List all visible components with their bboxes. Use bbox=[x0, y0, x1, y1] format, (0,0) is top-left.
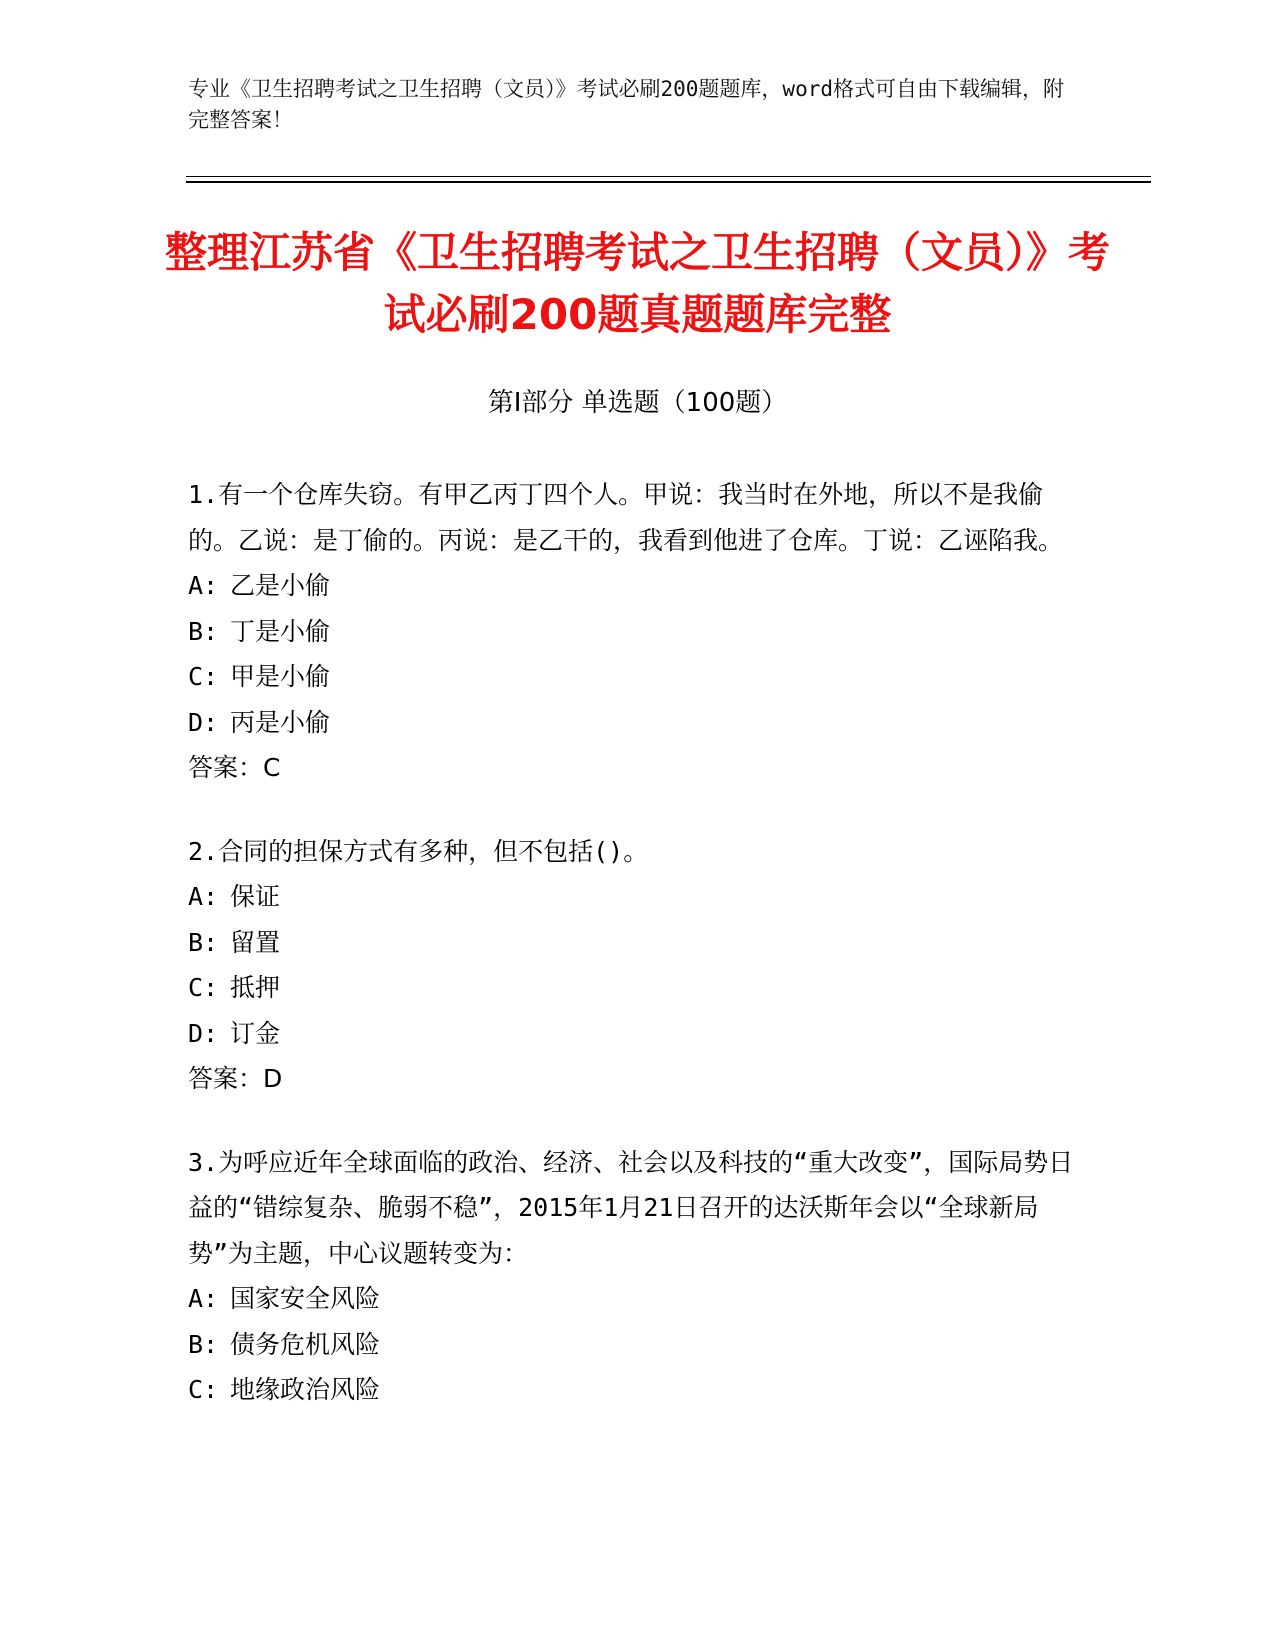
option-letter: D: bbox=[188, 707, 219, 737]
option-text: 地缘政治风险 bbox=[230, 1375, 381, 1404]
option-a bbox=[188, 563, 1088, 609]
option-letter: D: bbox=[188, 1018, 219, 1048]
option-text: 国家安全风险 bbox=[230, 1284, 381, 1313]
option-letter: C: bbox=[188, 973, 219, 1002]
option-b bbox=[188, 609, 1088, 655]
question-3 bbox=[188, 1140, 1088, 1413]
option-text: 抵押 bbox=[230, 973, 281, 1002]
answer-line: 答案：D bbox=[188, 1064, 283, 1093]
option-d bbox=[188, 1011, 1088, 1057]
document-title: 整理江苏省《卫生招聘考试之卫生招聘（文员）》考试必刷200题真题题库完整 bbox=[164, 228, 1110, 339]
option-text: 债务危机风险 bbox=[230, 1329, 381, 1359]
option-letter: B: bbox=[188, 616, 219, 646]
question-1 bbox=[188, 472, 1088, 791]
question-stem: 2.合同的担保方式有多种，但不包括()。 bbox=[188, 836, 649, 866]
option-text: 留置 bbox=[230, 927, 281, 957]
option-text: 甲是小偷 bbox=[230, 662, 331, 691]
answer-line: 答案：C bbox=[188, 753, 281, 782]
option-letter: C: bbox=[188, 662, 219, 691]
option-text: 乙是小偷 bbox=[230, 571, 331, 600]
option-text: 保证 bbox=[230, 882, 281, 911]
header-divider-top bbox=[186, 176, 1151, 177]
option-text: 丙是小偷 bbox=[230, 707, 331, 737]
option-text: 丁是小偷 bbox=[230, 616, 331, 646]
option-c bbox=[188, 965, 1088, 1011]
option-letter: A: bbox=[188, 571, 219, 600]
option-c bbox=[188, 654, 1088, 700]
header-divider-bottom bbox=[186, 181, 1151, 183]
option-a bbox=[188, 874, 1088, 920]
header-note: 专业《卫生招聘考试之卫生招聘（文员）》考试必刷200题题库，word格式可自由下载编辑，附完整答案！ bbox=[188, 77, 1064, 132]
question-stem: 3.为呼应近年全球面临的政治、经济、社会以及科技的“重大改变”，国际局势日益的“错综复杂、脆弱不稳”，2015年1月21日召开的达沃斯年会以“全球新局势”为主题，中心议题转变为： bbox=[188, 1147, 1074, 1268]
option-a bbox=[188, 1276, 1088, 1322]
option-letter: B: bbox=[188, 1329, 219, 1359]
option-text: 订金 bbox=[230, 1018, 281, 1048]
option-b bbox=[188, 920, 1088, 966]
section-heading: 第I部分 单选题（100题） bbox=[487, 388, 788, 418]
option-b bbox=[188, 1322, 1088, 1368]
option-d bbox=[188, 700, 1088, 746]
option-letter: A: bbox=[188, 882, 219, 911]
question-2 bbox=[188, 829, 1088, 1102]
question-stem: 1.有一个仓库失窃。有甲乙丙丁四个人。甲说：我当时在外地，所以不是我偷的。乙说：是丁偷的。丙说：是乙干的，我看到他进了仓库。丁说：乙诬陷我。 bbox=[188, 480, 1064, 555]
option-letter: C: bbox=[188, 1375, 219, 1404]
option-letter: A: bbox=[188, 1284, 219, 1313]
option-c bbox=[188, 1367, 1088, 1413]
option-letter: B: bbox=[188, 927, 219, 957]
question-list bbox=[188, 472, 1088, 1451]
